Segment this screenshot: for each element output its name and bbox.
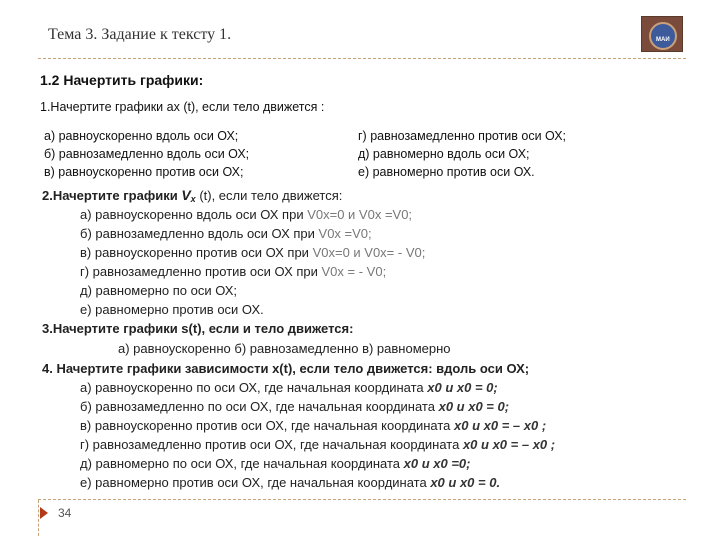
task4-lead-text: 4. Начертите графики зависимости x(t), если тело движется: вдоль оси ОХ;	[42, 361, 530, 376]
item-condition: V0x =V0;	[318, 226, 372, 241]
item-text: а) равноускоренно по оси ОХ, где начальная координата	[80, 380, 424, 395]
task3-items: а) равноускоренно б) равнозамедленно в) равномерно	[118, 341, 451, 356]
item-condition: x0 и x0 = 0.	[430, 475, 501, 490]
tasks-image-block	[40, 187, 620, 495]
item-text: д) равномерно по оси ОХ, где начальная координата	[80, 456, 400, 471]
section-heading: 1.2 Начертить графики:	[40, 72, 204, 88]
list-item	[80, 226, 372, 241]
item-condition: x0 и x0 =0;	[403, 456, 471, 471]
university-logo	[641, 16, 683, 52]
list-item: д) равномерно вдоль оси ОХ;	[358, 147, 530, 161]
page-number: 34	[58, 506, 72, 520]
item-condition: x0 и x0 = – x0 ;	[454, 418, 547, 433]
velocity-subscript: x	[190, 194, 196, 204]
item-text: в) равноускоренно против оси ОХ, где начальная координата	[80, 418, 451, 433]
velocity-letter: V	[181, 187, 191, 203]
header-divider	[38, 58, 686, 59]
list-item	[80, 399, 509, 414]
item-condition: V0x=0 и V0x= - V0;	[312, 245, 426, 260]
item-text: в) равноускоренно против оси ОХ при	[80, 245, 309, 260]
task2-lead-text: 2.Начертите графики	[42, 188, 178, 203]
item-text: г) равнозамедленно против оси ОХ, где начальная координата	[80, 437, 460, 452]
list-item	[80, 475, 500, 490]
velocity-symbol	[181, 187, 195, 203]
logo-emblem-icon	[649, 22, 677, 50]
task4-lead	[42, 361, 529, 376]
footer-vertical-divider	[38, 500, 39, 536]
item-text: е) равномерно против оси ОХ, где начальная координата	[80, 475, 427, 490]
list-item: а) равноускоренно вдоль оси ОХ;	[44, 129, 239, 143]
task3-lead	[42, 321, 353, 336]
list-item: д) равномерно по оси ОХ;	[80, 283, 238, 298]
list-item: в) равноускоренно против оси ОХ;	[44, 165, 244, 179]
slide-title: Тема 3. Задание к тексту 1.	[48, 26, 232, 43]
task1-right-list	[358, 127, 566, 181]
list-item	[80, 380, 498, 395]
list-item	[80, 245, 425, 260]
item-text: б) равнозамедленно по оси ОХ, где начальная координата	[80, 399, 435, 414]
item-condition: V0x = - V0;	[321, 264, 387, 279]
list-item: б) равнозамедленно вдоль оси ОХ;	[44, 147, 250, 161]
item-condition: x0 и x0 = 0;	[438, 399, 510, 414]
page-arrow-icon	[40, 507, 48, 519]
item-condition: x0 и x0 = – x0 ;	[462, 437, 556, 452]
list-item	[80, 207, 412, 222]
item-text: г) равнозамедленно против оси ОХ при	[80, 264, 318, 279]
task2-lead-tail: (t), если тело движется:	[199, 188, 343, 203]
list-item	[80, 456, 470, 471]
list-item: г) равнозамедленно против оси ОХ;	[358, 129, 567, 143]
task2-lead	[42, 187, 342, 204]
item-text: а) равноускоренно вдоль оси ОХ при	[80, 207, 304, 222]
task1-lead: 1.Начертите графики ax (t), если тело движется :	[40, 100, 325, 114]
item-text: б) равнозамедленно вдоль оси ОХ при	[80, 226, 315, 241]
item-condition: V0x=0 и V0x =V0;	[307, 207, 413, 222]
footer-divider	[38, 499, 686, 500]
logo-text: МАИ	[656, 37, 670, 43]
task3-lead-text: 3.Начертите графики s(t), если и тело движется:	[42, 321, 354, 336]
task1-left-list	[44, 127, 249, 181]
list-item	[80, 264, 386, 279]
list-item	[80, 437, 555, 452]
list-item	[80, 418, 546, 433]
item-condition: x0 и x0 = 0;	[427, 380, 498, 395]
list-item: е) равномерно против оси ОХ.	[358, 165, 535, 179]
list-item: е) равномерно против оси ОХ.	[80, 302, 264, 317]
